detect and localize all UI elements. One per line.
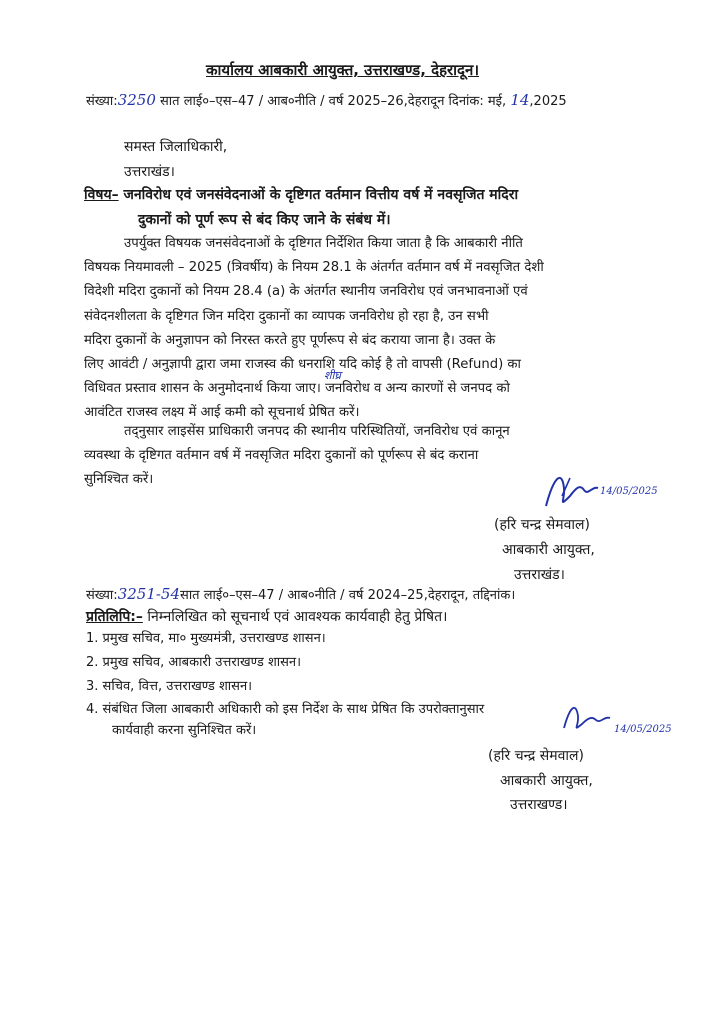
ref-label: संख्या: — [86, 94, 118, 109]
para2-line: तद्नुसार लाइसेंस प्राधिकारी जनपद की स्थानीय परिस्थितियों, जनविरोध एवं कानून — [124, 424, 510, 439]
signatory-name: (हरि चन्द्र सेमवाल) — [494, 517, 590, 533]
para1-line: आवंटित राजस्व लक्ष्य में आई कमी को सूचनार्थ प्रेषित करें। — [84, 405, 360, 421]
recipient-item: 3. सचिव, वित्त, उत्तराखण्ड शासन। — [86, 679, 253, 694]
subject-text-1: जनविरोध एवं जनसंवेदनाओं के दृष्टिगत वर्तमान वित्तीय वर्ष में नवसृजित मदिरा — [123, 187, 519, 203]
ref-text: सात लाई०–एस–47 / आब०नीति / वर्ष 2025–26,देहरादून दिनांक: मई, — [160, 94, 511, 109]
signatory-state: उत्तराखंड। — [514, 567, 565, 583]
recipient-item: 4. संबंधित जिला आबकारी अधिकारी को इस निर्देश के साथ प्रेषित कि उपरोक्तानुसार — [86, 702, 485, 717]
ref-day: 14 — [510, 91, 530, 109]
copy-intro: निम्नलिखित को सूचनार्थ एवं आवश्यक कार्यवाही हेतु प्रेषित। — [147, 609, 448, 625]
copy-to-line — [86, 607, 447, 626]
para1-line: लिए आवंटी / अनुज्ञापी द्वारा जमा राजस्व की धनराशि यदि कोई है तो वापसी (Refund) का — [84, 357, 521, 373]
recipient-item-continuation: कार्यवाही करना सुनिश्चित करें। — [112, 723, 257, 738]
para1-line: विधिवत प्रस्ताव शासन के अनुमोदनार्थ किया जाए। जनविरोध व अन्य कारणों से जनपद को — [84, 381, 510, 397]
para1-line: मदिरा दुकानों के अनुज्ञापन को निरस्त करते हुए पूर्णरूप से बंद कराया जाना है। उक्त के — [84, 332, 496, 348]
signature-2-date: 14/05/2025 — [614, 724, 672, 735]
ref-year: ,2025 — [529, 94, 567, 109]
copy-reference-line — [86, 585, 515, 603]
subject-line2: दुकानों को पूर्ण रूप से बंद किए जाने के संबंध में। — [138, 212, 391, 228]
copy-signatory-name: (हरि चन्द्र सेमवाल) — [488, 748, 584, 764]
para1-line: विदेशी मदिरा दुकानों को नियम 28.4 (a) के अंतर्गत स्थानीय जनविरोध एवं जनभावनाओं एवं — [84, 284, 528, 300]
recipient-item: 1. प्रमुख सचिव, मा० मुख्यमंत्री, उत्तराखण्ड शासन। — [86, 631, 326, 646]
body-paragraph-1 — [84, 232, 640, 426]
copy-ref-label: संख्या: — [86, 588, 118, 603]
copy-label: प्रतिलिपि:– — [86, 609, 143, 625]
signatory-designation: आबकारी आयुक्त, — [502, 542, 595, 558]
copy-signatory-state: उत्तराखण्ड। — [510, 797, 568, 813]
signature-2 — [558, 698, 618, 742]
subject-line1 — [84, 185, 640, 204]
para2-line: सुनिश्चित करें। — [84, 472, 154, 488]
reference-line — [86, 91, 567, 109]
copy-signatory-designation: आबकारी आयुक्त, — [500, 773, 593, 789]
addressee-line2: उत्तराखंड। — [124, 164, 175, 180]
para2-line: व्यवस्था के दृष्टिगत वर्तमान वर्ष में नवसृजित मदिरा दुकानों को पूर्णरूप से बंद कराना — [84, 448, 479, 464]
ref-number: 3250 — [117, 91, 156, 109]
addressee-line1: समस्त जिलाधिकारी, — [124, 139, 228, 155]
para1-line: संवेदनशीलता के दृष्टिगत जिन मदिरा दुकानों का व्यापक जनविरोध हो रहा है, उन सभी — [84, 308, 489, 324]
para1-line: उपर्युक्त विषयक जनसंवेदनाओं के दृष्टिगत निर्देशित किया जाता है कि आबकारी नीति — [124, 236, 523, 251]
subject-label: विषय– — [84, 187, 119, 203]
signature-1-date: 14/05/2025 — [600, 486, 658, 497]
copy-ref-text: सात लाई०–एस–47 / आब०नीति / वर्ष 2024–25,देहरादून, तद्दिनांक। — [180, 588, 516, 603]
para1-line: विषयक नियमावली – 2025 (त्रिवर्षीय) के नियम 28.1 के अंतर्गत वर्तमान वर्ष में नवसृजित देशी — [84, 260, 544, 276]
copy-ref-number: 3251-54 — [117, 585, 181, 603]
recipient-item: 2. प्रमुख सचिव, आबकारी उत्तराखण्ड शासन। — [86, 655, 302, 670]
handwritten-insert: शीघ्र — [324, 369, 341, 382]
handwritten-signature-icon — [558, 698, 618, 738]
office-heading: कार्यालय आबकारी आयुक्त, उत्तराखण्ड, देहरादून। — [206, 61, 480, 79]
